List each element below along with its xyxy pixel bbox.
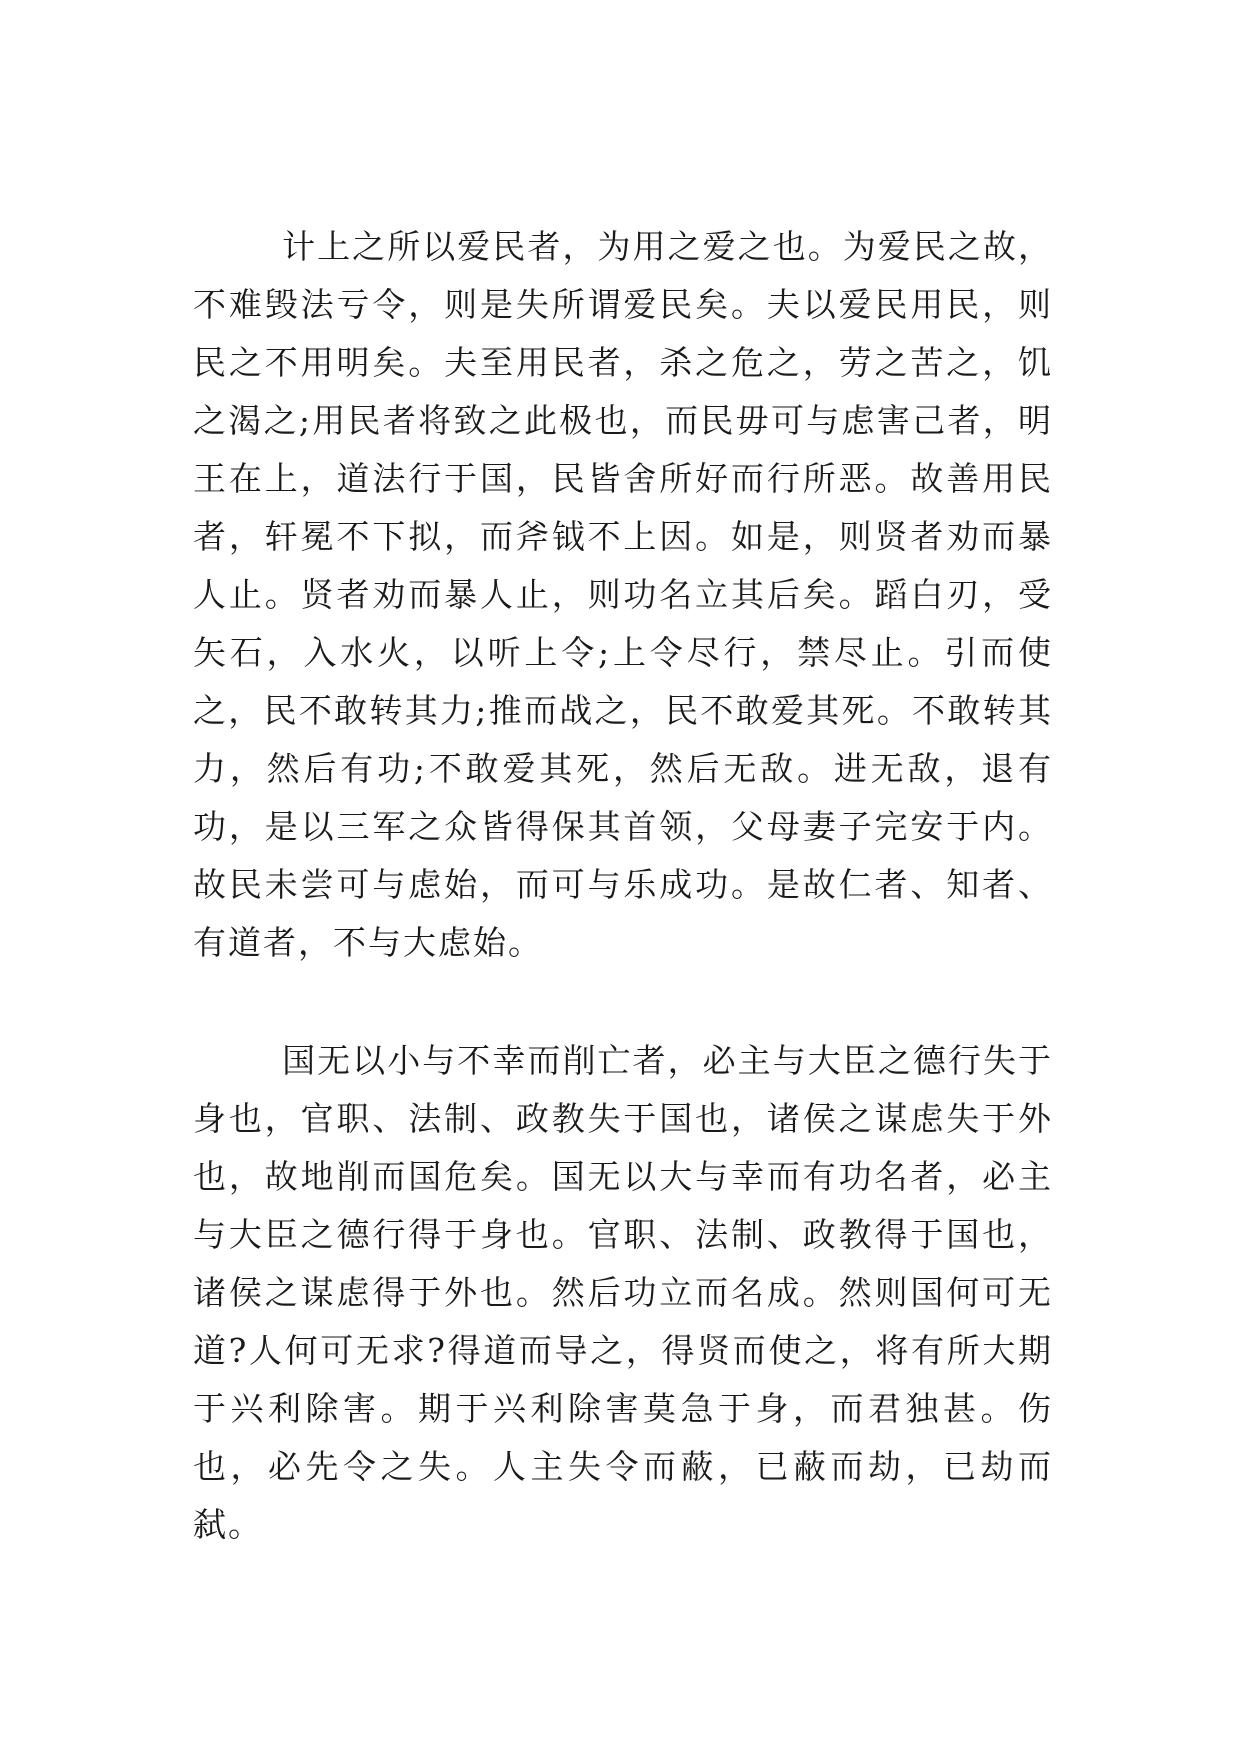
paragraph-2: 国无以小与不幸而削亡者，必主与大臣之德行失于身也，官职、法制、政教失于国也，诸侯之谋虑失于外也，故地削而国危矣。国无以大与幸而有功名者，必主与大臣之德行得于身也。官职、法制、政教得于国也，诸侯之谋虑得于外也。然后功立而名成。然则国何可无道?人何可无求?得道而导之，得贤而使之，将有所大期于兴利除害。期于兴利除害莫急于身，而君独甚。伤也，必先令之失。人主失令而蔽，已蔽而劫，已劫而弑。 bbox=[193, 1041, 1053, 1544]
paragraph-1: 计上之所以爱民者，为用之爱之也。为爱民之故，不难毁法亏令，则是失所谓爱民矣。夫以爱民用民，则民之不用明矣。夫至用民者，杀之危之，劳之苦之，饥之渴之;用民者将致之此极也，而民毋可与虑害己者，明王在上，道法行于国，民皆舍所好而行所恶。故善用民者，轩冕不下拟，而斧钺不上因。如是，则贤者劝而暴人止。贤者劝而暴人止，则功名立其后矣。蹈白刃，受矢石，入水火，以听上令;上令尽行，禁尽止。引而使之，民不敢转其力;推而战之，民不敢爱其死。不敢转其力，然后有功;不敢爱其死，然后无敌。进无敌，退有功，是以三军之众皆得保其首领，父母妻子完安于内。故民未尝可与虑始，而可与乐成功。是故仁者、知者、有道者，不与大虑始。 bbox=[193, 227, 1053, 962]
